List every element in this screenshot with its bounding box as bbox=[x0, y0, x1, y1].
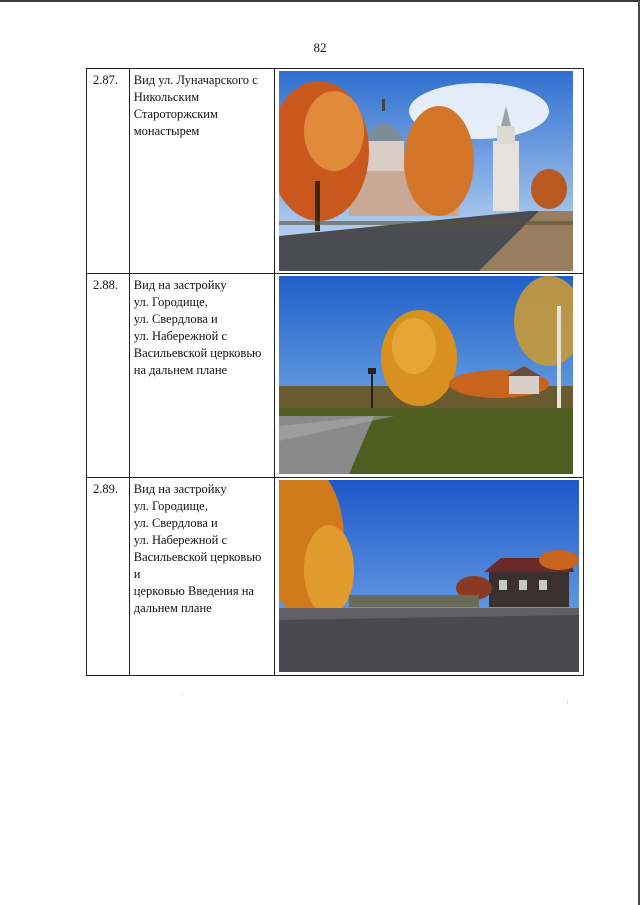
photo-street-square bbox=[279, 276, 573, 474]
table-row bbox=[87, 478, 584, 676]
photo-cell bbox=[274, 69, 583, 274]
scan-speck bbox=[182, 694, 183, 695]
scan-speck bbox=[567, 702, 568, 703]
entry-number: 2.87. bbox=[87, 69, 130, 274]
entry-number: 2.89. bbox=[87, 478, 130, 676]
scan-edge-top bbox=[0, 0, 640, 2]
entry-description: Вид на застройку ул. Городище, ул. Свердлова и ул. Набережной с Васильевской церковью на дальнем плане bbox=[133, 278, 262, 377]
table-row bbox=[87, 274, 584, 478]
page-number: 82 bbox=[313, 40, 327, 55]
photo-cell bbox=[274, 478, 583, 676]
entry-number: 2.88. bbox=[87, 274, 130, 478]
table-row bbox=[87, 69, 584, 274]
photo-table bbox=[86, 68, 584, 676]
photo-cell bbox=[274, 274, 583, 478]
entry-description: Вид на застройку ул. Городище, ул. Свердлова и ул. Набережной с Васильевской церковью и церковью Введения на дальнем плане bbox=[133, 482, 262, 615]
photo-monastery bbox=[279, 71, 573, 271]
entry-description: Вид ул. Луначарского с Никольским Староторжским монастырем bbox=[133, 73, 258, 138]
photo-street-houses bbox=[279, 480, 579, 672]
